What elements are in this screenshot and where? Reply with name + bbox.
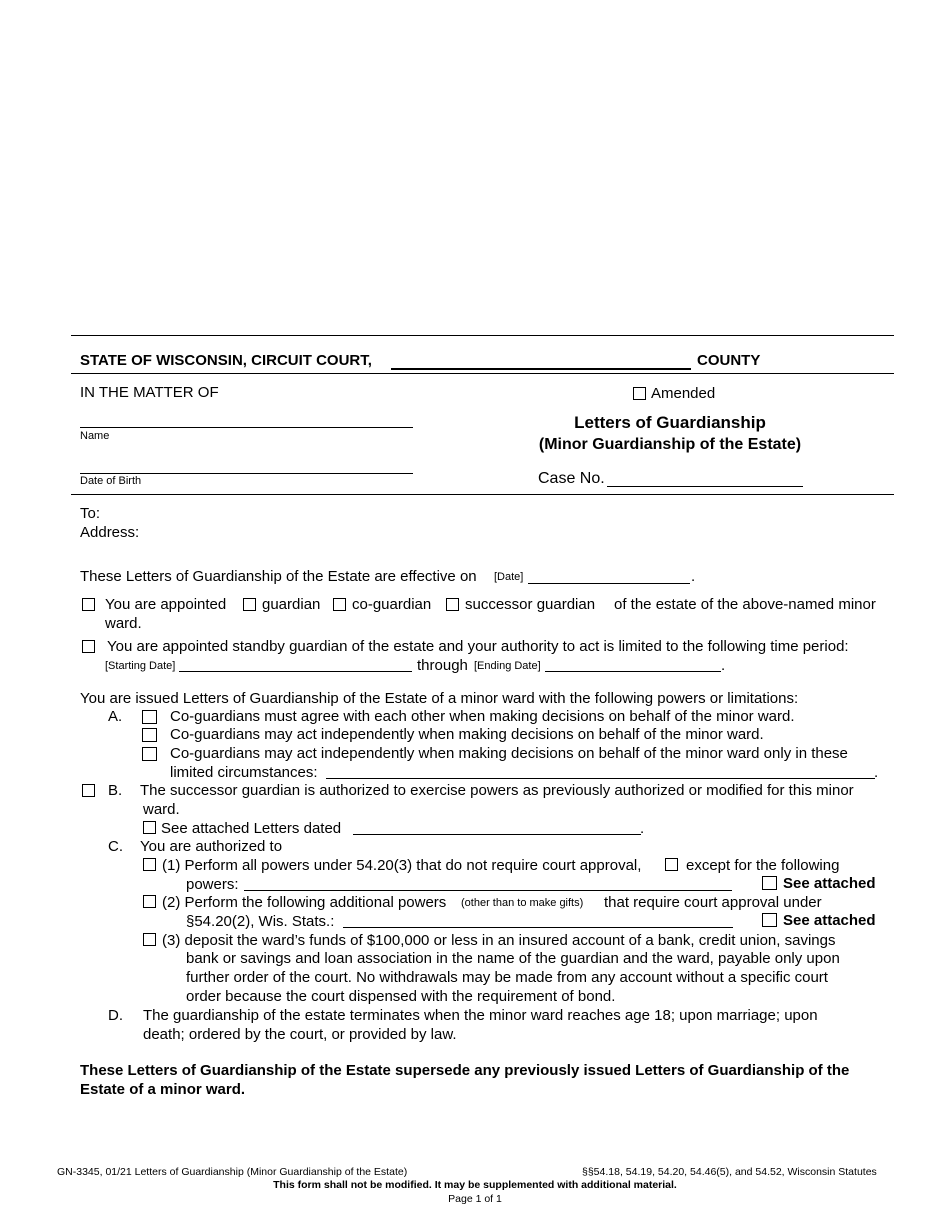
- c3-line-4: order because the court dispensed with the requirement of bond.: [186, 988, 616, 1005]
- a3-text: Co-guardians may act independently when making decisions on behalf of the minor ward only in these: [170, 745, 848, 762]
- section-c-letter: C.: [108, 838, 123, 855]
- a3-cont-text: limited circumstances:: [170, 764, 318, 781]
- c3-line-3: further order of the court. No withdrawals may be made from any account without a specific court: [186, 969, 828, 986]
- of-estate-text: of the estate of the above-named minor: [614, 596, 876, 613]
- a2-text: Co-guardians may act independently when making decisions on behalf of the minor ward.: [170, 726, 764, 743]
- footer-notice: This form shall not be modified. It may be supplemented with additional material.: [273, 1179, 677, 1191]
- b-period: .: [640, 820, 645, 837]
- c1-checkbox[interactable]: [143, 858, 156, 871]
- in-the-matter-of: IN THE MATTER OF: [80, 384, 219, 401]
- name-label: Name: [80, 430, 110, 442]
- caption-rule: [71, 494, 894, 495]
- county-name-line[interactable]: [391, 368, 691, 370]
- case-no-line[interactable]: [607, 486, 803, 487]
- effective-text: These Letters of Guardianship of the Estate are effective on: [80, 568, 477, 585]
- supersede-line-1: These Letters of Guardianship of the Estate supersede any previously issued Letters of Guardianship of the: [80, 1062, 850, 1079]
- appointed-checkbox[interactable]: [82, 598, 95, 611]
- letters-dated-line[interactable]: [353, 834, 641, 835]
- c1-except-text: except for the following: [686, 857, 840, 874]
- c3-line-2: bank or savings and loan association in the name of the guardian and the ward, payable only upon: [186, 950, 840, 967]
- c1-see-attached-checkbox[interactable]: [762, 876, 777, 890]
- b-see-attached-text: See attached Letters dated: [161, 820, 342, 837]
- you-are-appointed: You are appointed: [105, 596, 227, 613]
- c3-line-1: (3) deposit the ward’s funds of $100,000 or less in an insured account of a bank, credit union, savings: [162, 932, 836, 949]
- dob-label: Date of Birth: [80, 475, 142, 487]
- ward-text: ward.: [105, 615, 142, 632]
- name-line[interactable]: [80, 427, 413, 428]
- starting-date-label: [Starting Date]: [105, 660, 176, 672]
- to-label: To:: [80, 505, 101, 522]
- b-checkbox[interactable]: [82, 784, 95, 797]
- b-cont-text: ward.: [143, 801, 180, 818]
- effective-date-line[interactable]: [528, 583, 690, 584]
- dob-line[interactable]: [80, 473, 413, 474]
- effective-period: .: [691, 568, 696, 585]
- a1-checkbox[interactable]: [142, 710, 157, 724]
- ending-date-line[interactable]: [545, 671, 721, 672]
- form-subtitle: (Minor Guardianship of the Estate): [538, 436, 802, 453]
- starting-date-line[interactable]: [179, 671, 412, 672]
- through-label: through: [417, 657, 468, 674]
- c1-powers-line[interactable]: [244, 890, 732, 891]
- header-rule: [71, 373, 894, 374]
- b-see-attached-checkbox[interactable]: [143, 821, 156, 834]
- ending-date-label: [Ending Date]: [474, 660, 541, 672]
- effective-date-label: [Date]: [494, 571, 524, 583]
- co-guardian-label: co-guardian: [352, 596, 432, 613]
- a2-checkbox[interactable]: [142, 728, 157, 742]
- a3-checkbox[interactable]: [142, 747, 157, 761]
- c-text: You are authorized to: [140, 838, 283, 855]
- c2-statute: §54.20(2), Wis. Stats.:: [186, 913, 335, 930]
- a3-period: .: [874, 764, 879, 781]
- case-no-label: Case No.: [538, 470, 605, 487]
- section-d-letter: D.: [108, 1007, 123, 1024]
- c1-powers-label: powers:: [186, 876, 239, 893]
- a1-text: Co-guardians must agree with each other when making decisions on behalf of the minor ward.: [170, 708, 795, 725]
- guardian-checkbox[interactable]: [243, 598, 256, 611]
- amended-checkbox[interactable]: [633, 387, 646, 400]
- successor-guardian-label: successor guardian: [465, 596, 596, 613]
- c3-checkbox[interactable]: [143, 933, 156, 946]
- footer-statutes: §§54.18, 54.19, 54.20, 54.46(5), and 54.52, Wisconsin Statutes: [582, 1166, 877, 1178]
- county-label: COUNTY: [697, 352, 761, 369]
- guardian-label: guardian: [262, 596, 321, 613]
- c2-text-small: (other than to make gifts): [461, 897, 584, 909]
- section-a-letter: A.: [108, 708, 123, 725]
- c2-text-a: (2) Perform the following additional powers: [162, 894, 447, 911]
- standby-text: You are appointed standby guardian of the estate and your authority to act is limited to the following time period:: [107, 638, 849, 655]
- c2-see-attached-label: See attached: [783, 912, 876, 929]
- address-label: Address:: [80, 524, 140, 541]
- d-line-1: The guardianship of the estate terminates when the minor ward reaches age 18; upon marriage; upon: [143, 1007, 818, 1024]
- c2-see-attached-checkbox[interactable]: [762, 913, 777, 927]
- state-court-label: STATE OF WISCONSIN, CIRCUIT COURT,: [80, 352, 372, 369]
- powers-intro: You are issued Letters of Guardianship of the Estate of a minor ward with the following powers or limitations:: [80, 690, 799, 707]
- footer-page: Page 1 of 1: [448, 1193, 502, 1205]
- d-line-2: death; ordered by the court, or provided by law.: [143, 1026, 457, 1043]
- c1-see-attached-label: See attached: [783, 875, 876, 892]
- successor-guardian-checkbox[interactable]: [446, 598, 459, 611]
- limited-circumstances-line[interactable]: [326, 778, 875, 779]
- c1-except-checkbox[interactable]: [665, 858, 678, 871]
- standby-period: .: [721, 657, 726, 674]
- c1-text: (1) Perform all powers under 54.20(3) that do not require court approval,: [162, 857, 642, 874]
- form-title: Letters of Guardianship: [574, 413, 766, 432]
- standby-checkbox[interactable]: [82, 640, 95, 653]
- co-guardian-checkbox[interactable]: [333, 598, 346, 611]
- footer-form-id: GN-3345, 01/21 Letters of Guardianship (Minor Guardianship of the Estate): [57, 1166, 408, 1178]
- c2-text-b: that require court approval under: [604, 894, 822, 911]
- c2-checkbox[interactable]: [143, 895, 156, 908]
- amended-label: Amended: [651, 385, 716, 402]
- top-rule: [71, 335, 894, 336]
- b-text: The successor guardian is authorized to exercise powers as previously authorized or modified for this minor: [140, 782, 854, 799]
- supersede-line-2: Estate of a minor ward.: [80, 1081, 246, 1098]
- section-b-letter: B.: [108, 782, 123, 799]
- c2-powers-line[interactable]: [343, 927, 733, 928]
